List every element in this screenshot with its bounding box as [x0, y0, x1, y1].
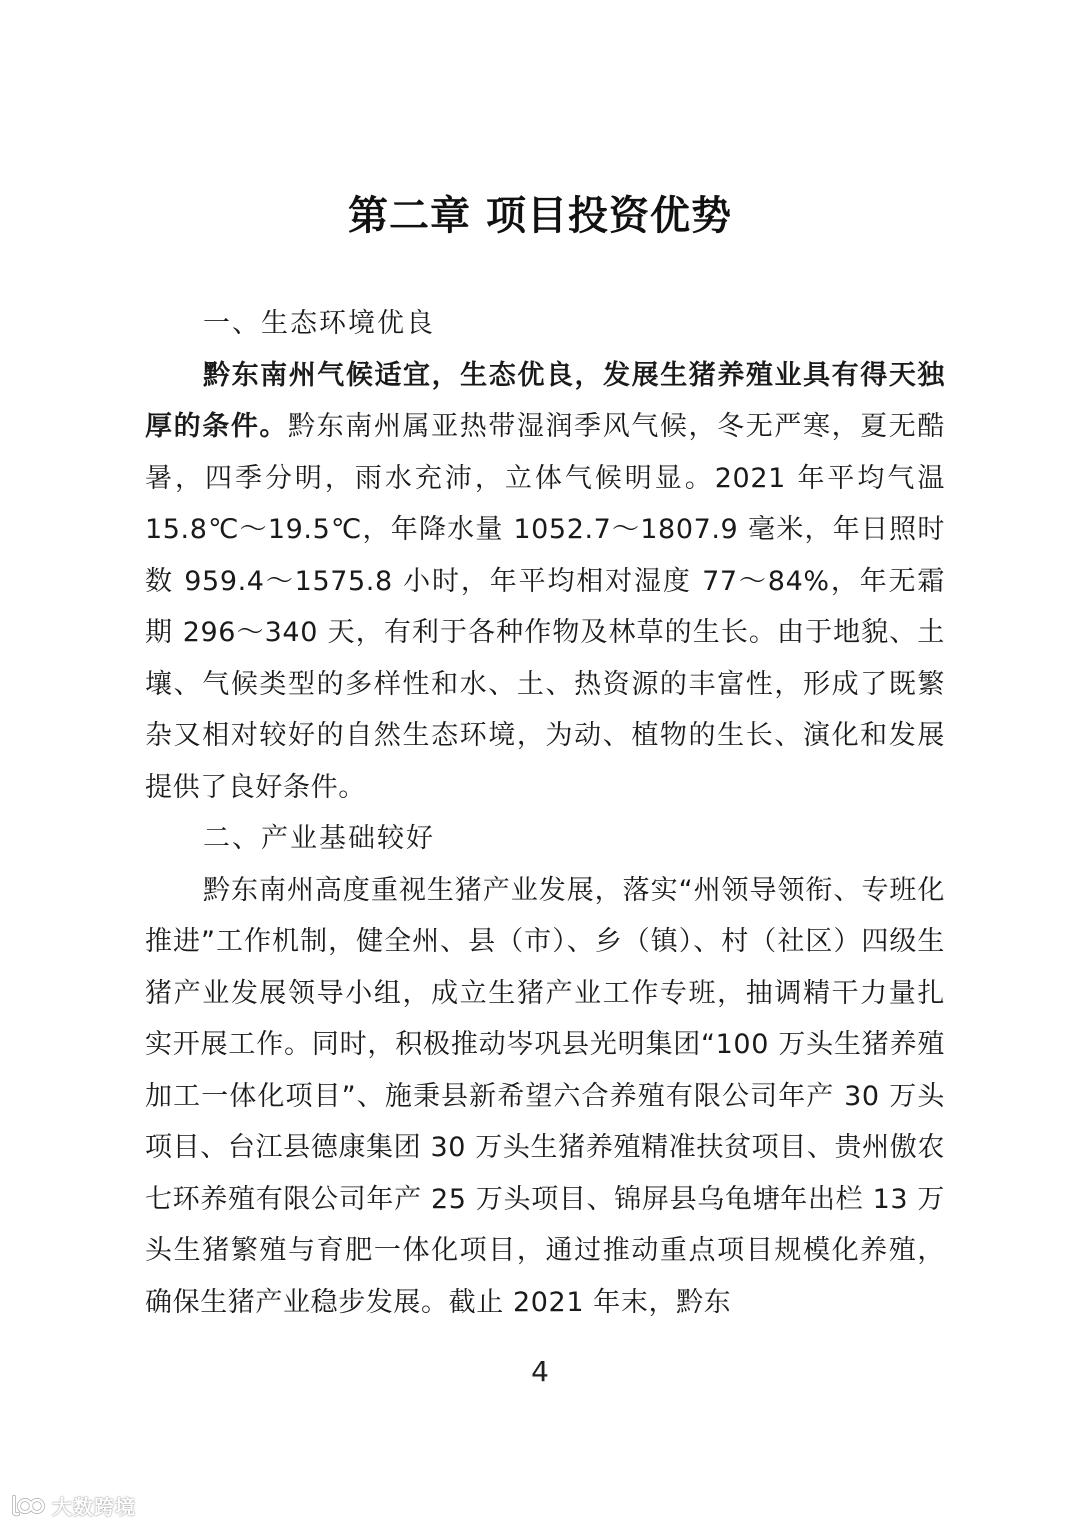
paragraph-text: 黔东南州高度重视生猪产业发展，落实“州领导领衔、专班化推进”工作机制，健全州、县（市）、乡（镇）、村（社区）四级生猪产业发展领导小组，成立生猪产业工作专班，抽调精干力量扎实开展工作。同时，积极推动岑巩县光明集团“100 万头生猪养殖加工一体化项目”、施秉县新希望六合养殖有限公司年产 30 万头项目、台江县德康集团 30 万头生猪养殖精准扶贫项目、贵州傲农七环养殖有限公司年产 25 万头项目、锦屏县乌龟塘年出栏 13 万头生猪繁殖与育肥一体化项目，通过推动重点项目规模化养殖，确保生猪产业稳步发展。截止 2021 年末，黔东 [145, 874, 945, 1318]
paragraph-text: 黔东南州属亚热带湿润季风气候，冬无严寒，夏无酷暑，四季分明，雨水充沛，立体气候明显。2021 年平均气温 15.8℃～19.5℃，年降水量 1052.7～1807.9 毫米，年日照时数 959.4～1575.8 小时，年平均相对湿度 77～84%，年无霜期 296～340 天，有利于各种作物及林草的生长。由于地貌、土壤、气候类型的多样性和水、土、热资源的丰富性，形成了既繁杂又相对较好的自然生态环境，为动、植物的生长、演化和发展提供了良好条件。 [145, 411, 945, 803]
chapter-title: 第二章 项目投资优势 [348, 192, 732, 239]
section-heading-1: 一、生态环境优良 [203, 308, 435, 339]
section-paragraph-1 [145, 350, 945, 814]
section-heading-2: 二、产业基础较好 [203, 823, 435, 854]
watermark [8, 1490, 136, 1520]
paragraph-lead-bold: 黔东南州气候适宜，生态优良，发展生猪养殖业具有得天独厚的条件。 [145, 359, 945, 442]
page-number: 4 [531, 1355, 549, 1388]
section-paragraph-2 [145, 865, 945, 1329]
document-body [145, 298, 945, 1328]
dashuju-logo-icon [8, 1492, 48, 1518]
watermark-text: 大数跨境 [52, 1494, 136, 1519]
